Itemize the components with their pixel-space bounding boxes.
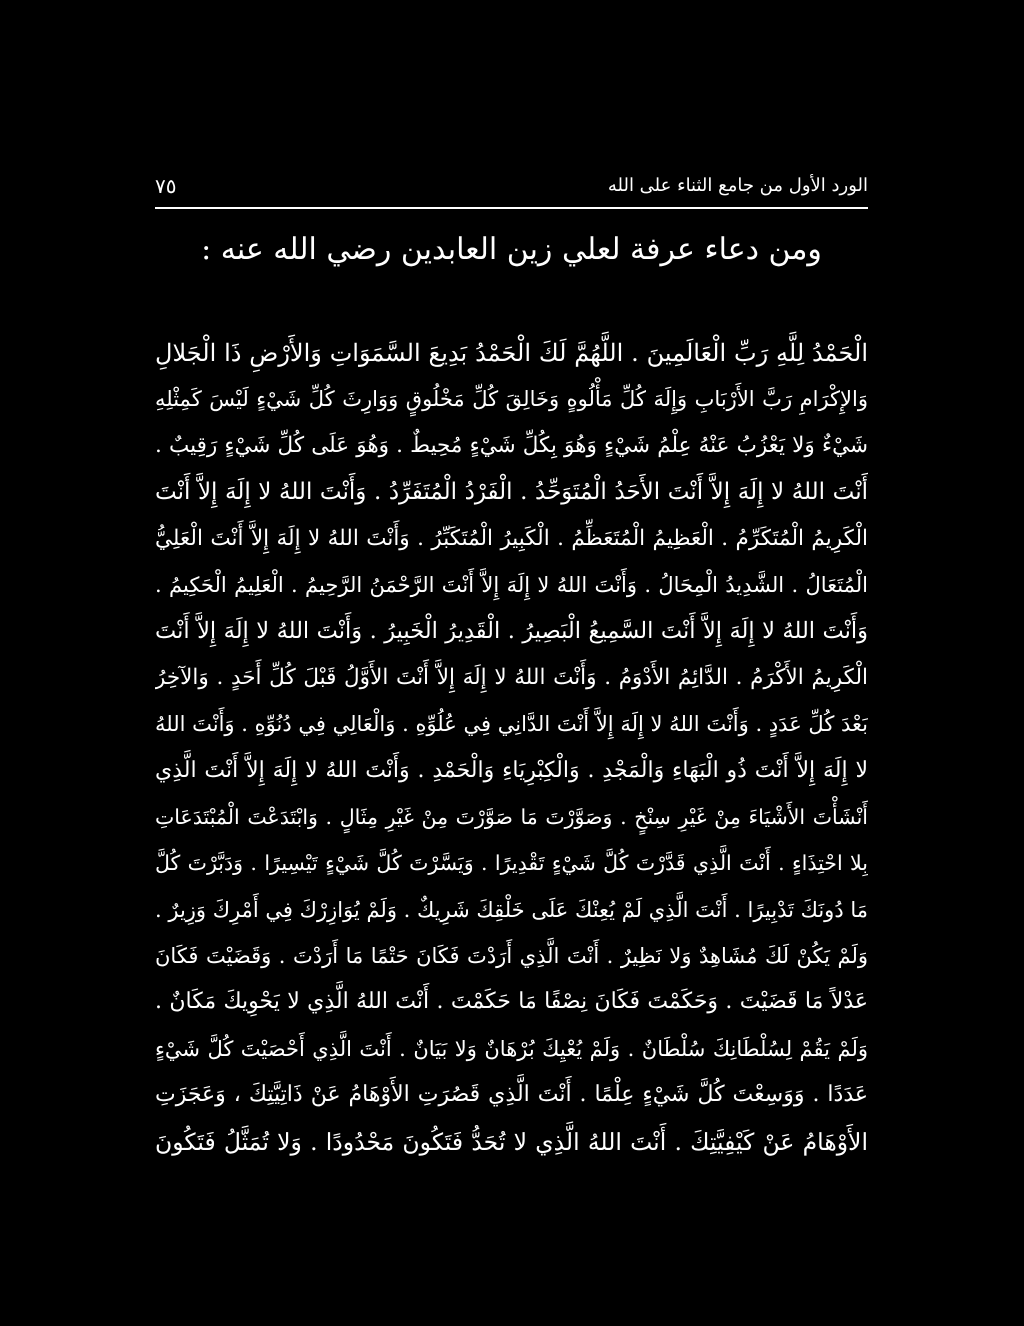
header-rule (155, 207, 868, 209)
text-line: عَدْلاً مَا قَضَيْتَ . وَحَكَمْتَ فَكَانَ نِصْفًا مَا حَكَمْتَ . أَنْتَ اللهُ الَّذِي لا يَحْوِيكَ مَكَانٌ . (155, 989, 868, 1015)
text-line: بِلا احْتِذَاءٍ . أَنْتَ الَّذِي قَدَّرْتَ كُلَّ شَيْءٍ تَقْدِيرًا . وَيَسَّرْتَ كُلَّ شَيْءٍ تَيْسِيرًا . وَدَبَّرْتَ كُلَّ (155, 851, 868, 876)
text-line: لا إِلَهَ إِلاَّ أَنْتَ ذُو الْبَهَاءِ وَالْمَجْدِ . وَالْكِبْرِيَاءِ وَالْحَمْدِ . وَأَنْتَ اللهُ لا إِلَهَ إِلاَّ أَنْتَ الَّذِي (155, 757, 868, 783)
text-line: وَلَمْ يَكُنْ لَكَ مُشَاهِدٌ وَلا نَظِيرٌ . أَنْتَ الَّذِي أَرَدْتَ فَكَانَ حَتْمًا مَا أَرَدْتَ . وَقَضَيْتَ فَكَانَ (155, 944, 868, 969)
text-line: عَدَدًا . وَوَسِعْتَ كُلَّ شَيْءٍ عِلْمًا . أَنْتَ الَّذِي قَصُرَتِ الأَوْهَامُ عَنْ ذَاتِيَّتِكَ ، وَعَجَزَتِ (155, 1082, 868, 1108)
running-title: الورد الأول من جامع الثناء على الله (607, 175, 868, 196)
text-line: أَنْتَ اللهُ لا إِلَهَ إِلاَّ أَنْتَ الأَحَدُ الْمُتَوَحِّدُ . الْفَرْدُ الْمُتَفَرِّدُ . وَأَنْتَ اللهُ لا إِلَهَ إِلاَّ أَنْتَ (155, 479, 868, 506)
text-line: الْكَرِيمُ الْمُتَكَرِّمُ . الْعَظِيمُ الْمُتَعَظِّمُ . الْكَبِيرُ الْمُتَكَبِّرُ . وَأَنْتَ اللهُ لا إِلَهَ إِلاَّ أَنْتَ الْعَلِيُّ (155, 525, 868, 551)
section-heading: ومن دعاء عرفة لعلي زين العابدين رضي الله عنه : (201, 232, 822, 267)
text-line: الأَوْهَامُ عَنْ كَيْفِيَّتِكَ . أَنْتَ اللهُ الَّذِي لا تُحَدُّ فَتَكُونَ مَحْدُودًا . وَلا تُمَثَّلُ فَتَكُونَ (155, 1127, 868, 1156)
text-line: بَعْدَ كُلِّ عَدَدٍ . وَأَنْتَ اللهُ لا إِلَهَ إِلاَّ أَنْتَ الدَّانِي فِي عُلُوِّهِ . وَالْعَالِي فِي دُنُوِّهِ . وَأَنْتَ اللهُ (155, 712, 868, 737)
text-line: الْحَمْدُ لِلَّهِ رَبِّ الْعَالَمِينَ . اللَّهُمَّ لَكَ الْحَمْدُ بَدِيعَ السَّمَوَاتِ وَالأَرْضِ ذَا الْجَلالِ (155, 339, 868, 367)
running-head (155, 172, 868, 202)
body-text (155, 330, 868, 1165)
text-line: وَالإِكْرَامِ رَبَّ الأَرْبَابِ وَإِلَهَ كُلِّ مَأْلُوهٍ وَخَالِقَ كُلِّ مَخْلُوقٍ وَوَارِثَ كُلِّ شَيْءٍ لَيْسَ كَمِثْلِهِ (155, 387, 868, 412)
text-line: شَيْءٌ وَلا يَعْزُبُ عَنْهُ عِلْمُ شَيْءٍ وَهُوَ بِكُلِّ شَيْءٍ مُحِيطٌ . وَهُوَ عَلَى كُلِّ شَيْءٍ رَقِيبٌ . (155, 432, 868, 458)
text-line: وَلَمْ يَقُمْ لِسُلْطَانِكَ سُلْطَانٌ . وَلَمْ يُعْيِكَ بُرْهَانٌ وَلا بَيَانٌ . أَنْتَ الَّذِي أَحْصَيْتَ كُلَّ شَيْءٍ (155, 1036, 868, 1061)
text-line: الْمُتَعَالُ . الشَّدِيدُ الْمِحَالُ . وَأَنْتَ اللهُ لا إِلَهَ إِلاَّ أَنْتَ الرَّحْمَنُ الرَّحِيمُ . الْعَلِيمُ الْحَكِيمُ . (155, 572, 868, 597)
text-line: مَا دُونَكَ تَدْبِيرًا . أَنْتَ الَّذِي لَمْ يُعِنْكَ عَلَى خَلْقِكَ شَرِيكٌ . وَلَمْ يُوَازِرْكَ فِي أَمْرِكَ وَزِيرٌ . (155, 897, 868, 922)
text-line: وَأَنْتَ اللهُ لا إِلَهَ إِلاَّ أَنْتَ السَّمِيعُ الْبَصِيرُ . الْقَدِيرُ الْخَبِيرُ . وَأَنْتَ اللهُ لا إِلَهَ إِلاَّ أَنْتَ (155, 618, 868, 645)
page-number: ٧٥ (155, 174, 177, 198)
text-line: الْكَرِيمُ الأَكْرَمُ . الدَّائِمُ الأَدْوَمُ . وَأَنْتَ اللهُ لا إِلَهَ إِلاَّ أَنْتَ الأَوَّلُ قَبْلَ كُلِّ أَحَدٍ . وَالآخِرُ (155, 664, 868, 690)
text-line: أَنْشَأْتَ الأَشْيَاءَ مِنْ غَيْرِ سِنْخٍ . وَصَوَّرْتَ مَا صَوَّرْتَ مِنْ غَيْرِ مِثَالٍ . وَابْتَدَعْتَ الْمُبْتَدَعَاتِ (155, 804, 868, 829)
